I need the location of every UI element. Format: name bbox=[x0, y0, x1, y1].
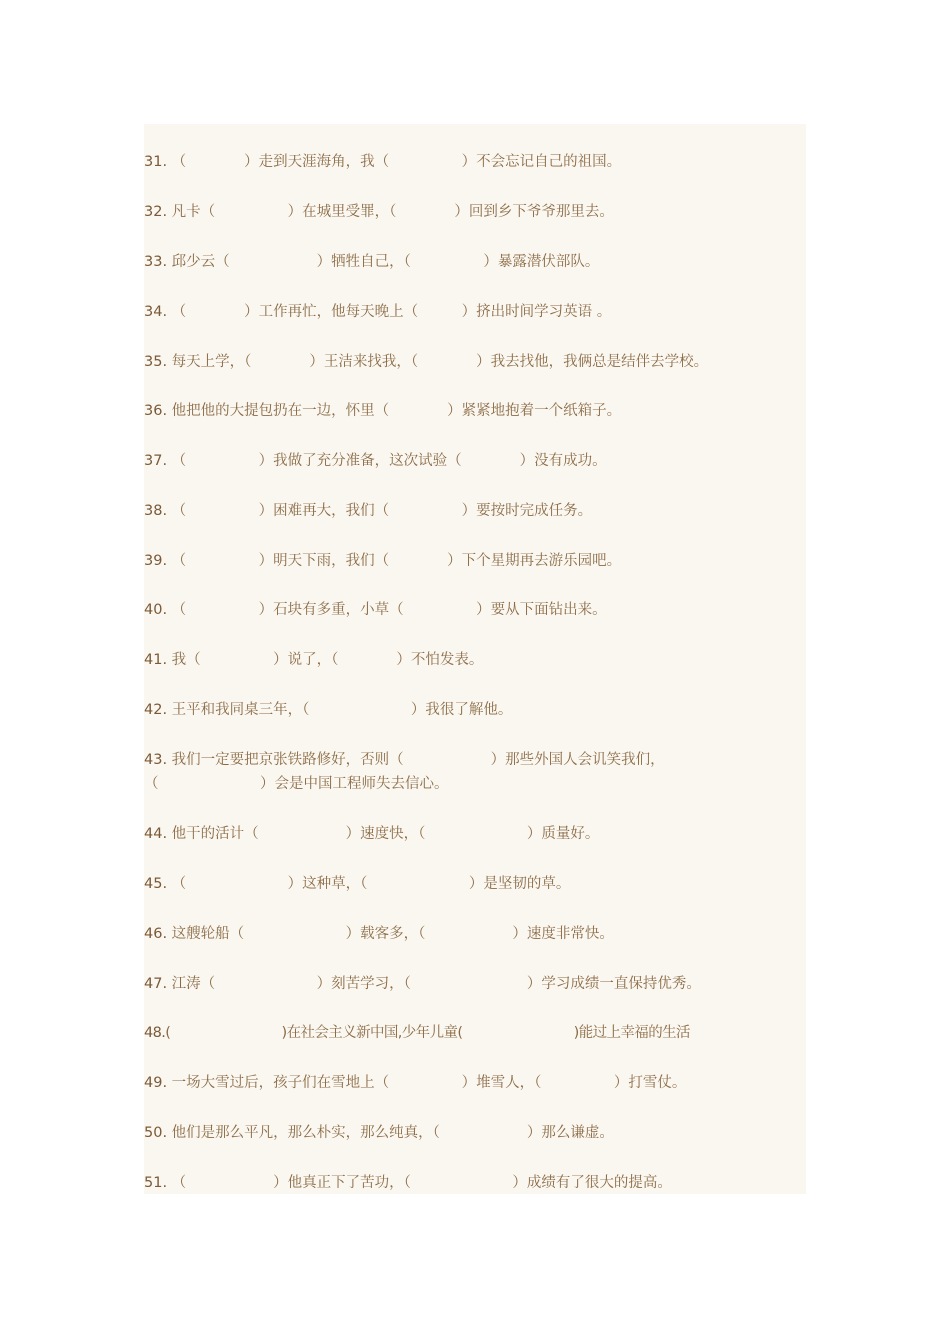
item-number: 42. bbox=[144, 702, 168, 718]
item-text: 我（ ）说了，（ ）不怕发表。 bbox=[171, 652, 484, 668]
item-number: 32. bbox=[144, 204, 168, 220]
item-text: 我们一定要把京张铁路修好，否则（ ）那些外国人会讥笑我们， bbox=[171, 752, 665, 768]
item-number: 39. bbox=[144, 553, 168, 569]
item-text: 凡卡（ ）在城里受罪，（ ）回到乡下爷爷那里去。 bbox=[171, 204, 614, 220]
exercise-item bbox=[144, 350, 824, 374]
item-number: 47. bbox=[144, 976, 168, 992]
exercise-item bbox=[144, 200, 824, 224]
exercise-item bbox=[144, 499, 824, 523]
item-text: （ ）明天下雨，我们（ ）下个星期再去游乐园吧。 bbox=[171, 553, 622, 569]
item-text: 江涛（ ）刻苦学习，（ ）学习成绩一直保持优秀。 bbox=[171, 976, 701, 992]
item-number: 36. bbox=[144, 403, 168, 419]
exercise-item bbox=[144, 1071, 824, 1095]
exercise-item bbox=[144, 972, 824, 996]
exercise-item bbox=[144, 399, 824, 423]
item-number: 46. bbox=[144, 926, 168, 942]
item-number: 34. bbox=[144, 304, 168, 320]
item-text: （ ）走到天涯海角，我（ ）不会忘记自己的祖国。 bbox=[171, 154, 622, 170]
exercise-item bbox=[144, 822, 824, 846]
item-number: 35. bbox=[144, 354, 168, 370]
item-number: 38. bbox=[144, 503, 168, 519]
item-text: 一场大雪过后，孩子们在雪地上（ ）堆雪人，（ ）打雪仗。 bbox=[171, 1075, 687, 1091]
exercise-item bbox=[144, 1121, 824, 1145]
item-number: 49. bbox=[144, 1075, 168, 1091]
item-text: 每天上学，（ ）王洁来找我，（ ）我去找他，我俩总是结伴去学校。 bbox=[171, 354, 709, 370]
item-number: 33. bbox=[144, 254, 168, 270]
item-text: （ ）工作再忙，他每天晚上（ ）挤出时间学习英语 。 bbox=[171, 304, 612, 320]
item-number: 51. bbox=[144, 1175, 168, 1191]
exercise-item bbox=[144, 598, 824, 622]
exercise-item bbox=[144, 449, 824, 473]
item-text: （ ）这种草，（ ）是坚韧的草。 bbox=[171, 876, 571, 892]
item-text: （ ）困难再大，我们（ ）要按时完成任务。 bbox=[171, 503, 593, 519]
item-number: 37. bbox=[144, 453, 168, 469]
exercise-item bbox=[144, 748, 824, 772]
item-text: 他干的活计（ ）速度快，（ ）质量好。 bbox=[171, 826, 600, 842]
item-number: 31. bbox=[144, 154, 168, 170]
item-number: 50. bbox=[144, 1125, 168, 1141]
item-number: 40. bbox=[144, 602, 168, 618]
exercise-item bbox=[144, 1021, 806, 1045]
item-text: 这艘轮船（ ）载客多，（ ）速度非常快。 bbox=[171, 926, 614, 942]
item-text: ( )在社会主义新中国,少年儿童( )能过上幸福的生活 bbox=[165, 1025, 690, 1041]
exercise-item-continuation bbox=[144, 772, 824, 796]
item-text: （ ）他真正下了苦功，（ ）成绩有了很大的提高。 bbox=[171, 1175, 672, 1191]
item-text: 他们是那么平凡，那么朴实，那么纯真，（ ）那么谦虚。 bbox=[171, 1125, 614, 1141]
item-number: 44. bbox=[144, 826, 168, 842]
exercise-item bbox=[144, 1171, 824, 1195]
exercise-item bbox=[144, 698, 824, 722]
item-number: 48. bbox=[144, 1025, 166, 1041]
item-text: （ ）石块有多重，小草（ ）要从下面钻出来。 bbox=[171, 602, 607, 618]
item-text: （ ）我做了充分准备，这次试验（ ）没有成功。 bbox=[171, 453, 607, 469]
item-text: 王平和我同桌三年，（ ）我很了解他。 bbox=[171, 702, 513, 718]
exercise-item bbox=[144, 922, 824, 946]
item-text: 他把他的大提包扔在一边，怀里（ ）紧紧地抱着一个纸箱子。 bbox=[171, 403, 622, 419]
exercise-item bbox=[144, 549, 824, 573]
item-number: 45. bbox=[144, 876, 168, 892]
exercise-item bbox=[144, 648, 824, 672]
exercise-item bbox=[144, 300, 824, 324]
exercise-item bbox=[144, 872, 824, 896]
exercise-item bbox=[144, 150, 824, 174]
item-text: 邱少云（ ）牺牲自己，（ ）暴露潜伏部队。 bbox=[171, 254, 600, 270]
item-number: 43. bbox=[144, 752, 168, 768]
item-number: 41. bbox=[144, 652, 168, 668]
item-text: （ ）会是中国工程师失去信心。 bbox=[144, 776, 449, 792]
exercise-item bbox=[144, 250, 824, 274]
